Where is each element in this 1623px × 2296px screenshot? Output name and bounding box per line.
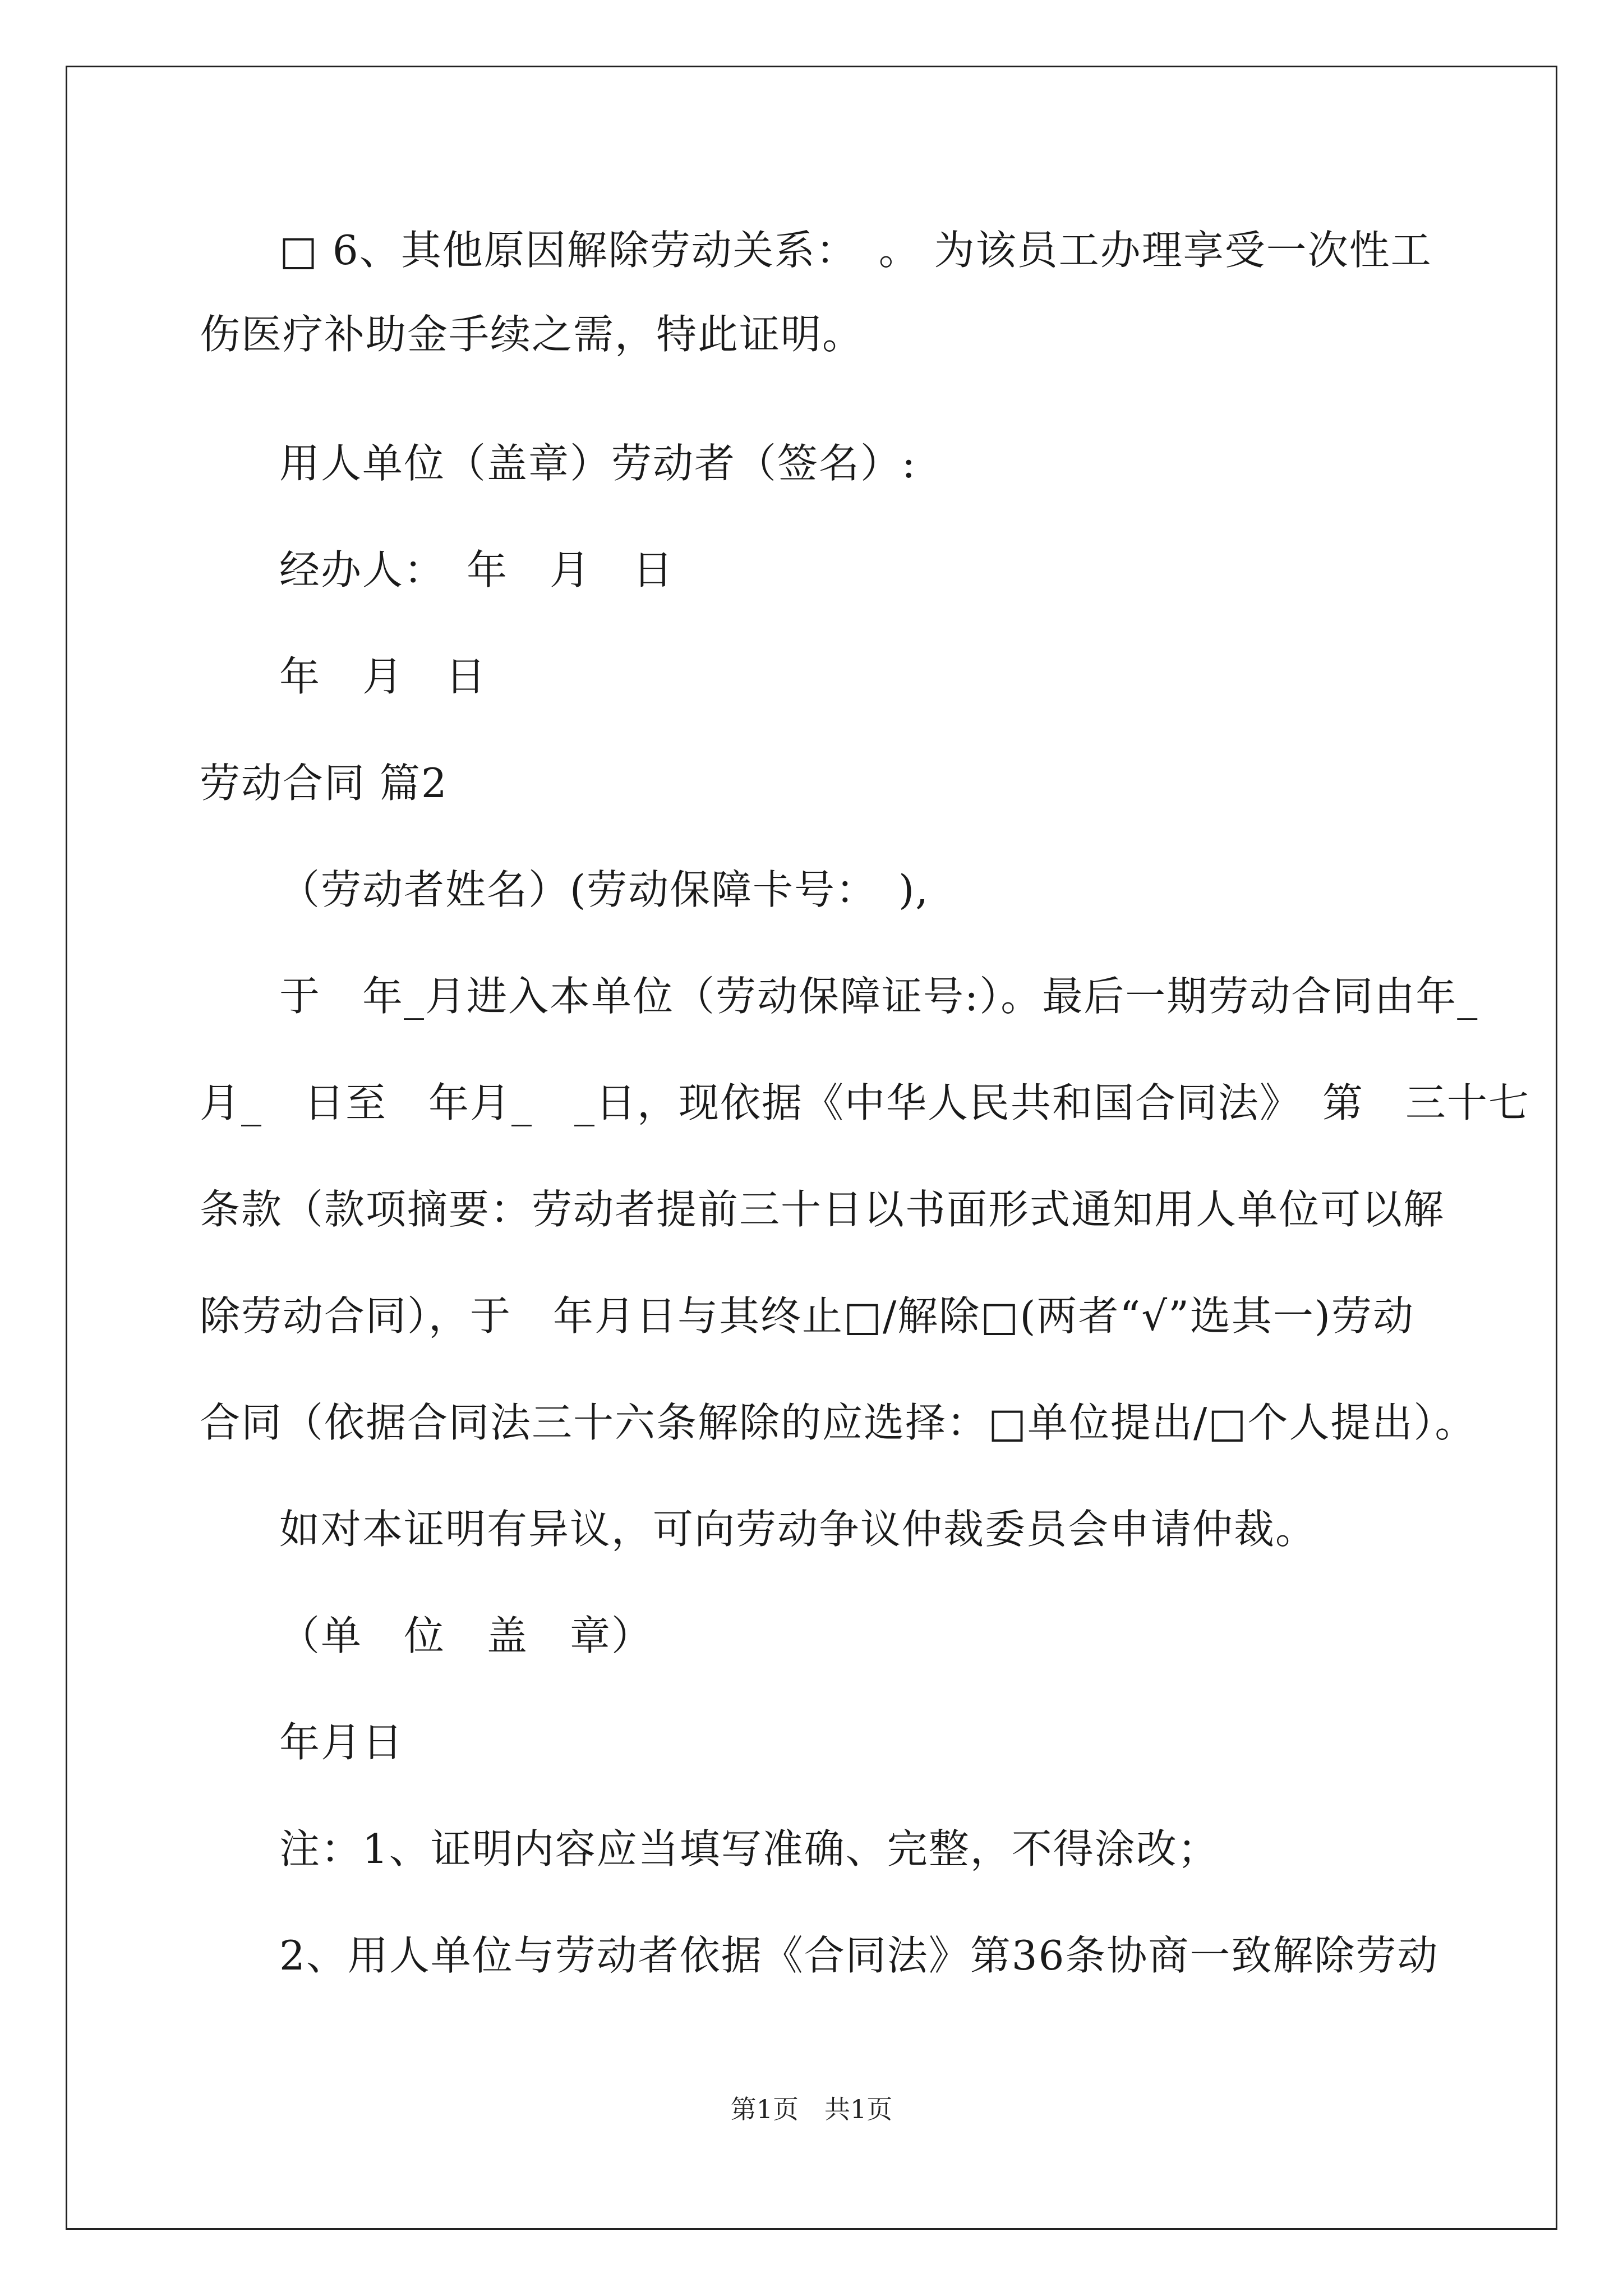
text-line: 年月日 (279, 1719, 404, 1766)
text-line: 用人单位（盖章）劳动者（签名）: (279, 440, 917, 487)
text-line: 伤医疗补助金手续之需，特此证明。 (200, 311, 864, 358)
text-line: 月_ 日至 年月_ _日，现依据《中华人民共和国合同法》 第 三十七 (200, 1079, 1530, 1126)
text-line: 除劳动合同），于 年月日与其终止□/解除□(两者“√”选其一)劳动 (200, 1292, 1414, 1340)
text-line: 合同（依据合同法三十六条解除的应选择：□单位提出/□个人提出）。 (200, 1399, 1477, 1446)
page-footer: 第1页 共1页 (730, 2094, 893, 2124)
text-line: 年 月 日 (279, 653, 487, 700)
text-line: （单 位 盖 章） (279, 1612, 653, 1659)
text-line: 注：1、证明内容应当填写准确、完整，不得涂改； (279, 1825, 1219, 1872)
text-line: 条款（款项摘要：劳动者提前三十日以书面形式通知用人单位可以解 (200, 1186, 1445, 1233)
text-line: □ 6、其他原因解除劳动关系： 。 为该员工办理享受一次性工 (279, 227, 1432, 274)
section-heading: 劳动合同 篇2 (200, 760, 448, 807)
page-border (66, 66, 1557, 2230)
text-line: 经办人： 年 月 日 (279, 546, 675, 593)
text-line: 2、用人单位与劳动者依据《合同法》第36条协商一致解除劳动 (279, 1932, 1439, 1979)
text-line: 如对本证明有异议，可向劳动争议仲裁委员会申请仲裁。 (279, 1506, 1317, 1553)
text-line: 于 年_月进入本单位（劳动保障证号:）。最后一期劳动合同由年_ (279, 973, 1479, 1020)
text-line: （劳动者姓名）(劳动保障卡号： ), (279, 866, 930, 913)
